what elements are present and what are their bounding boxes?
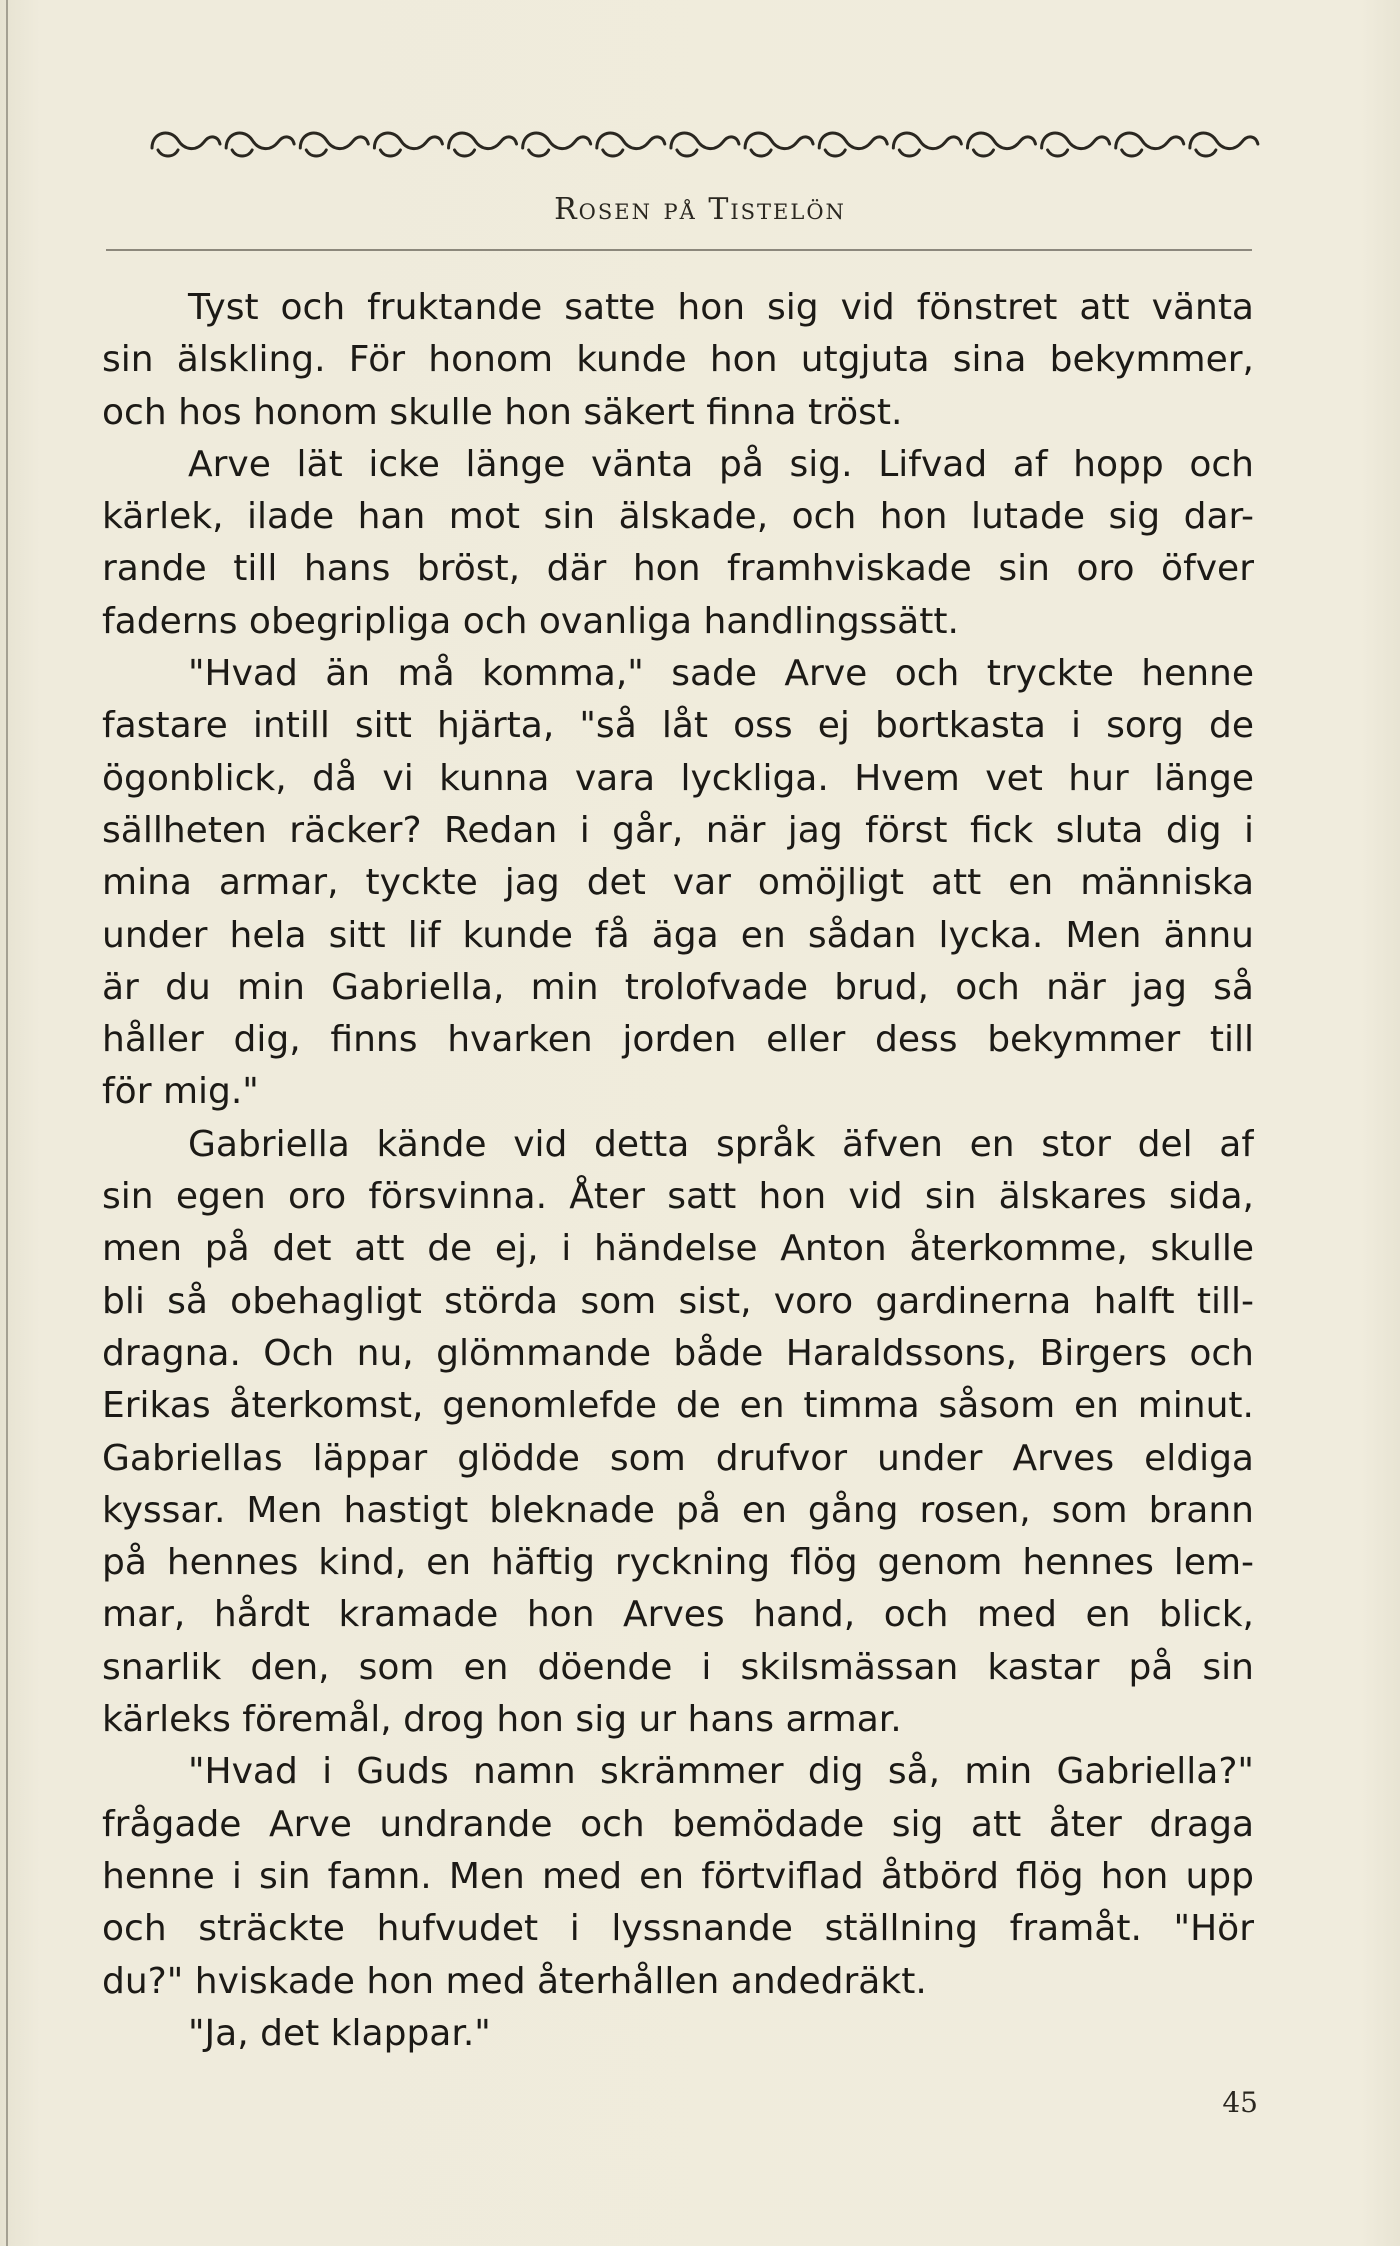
text-line: kärleks föremål, drog hon sig ur hans armar.: [102, 1699, 902, 1741]
text-line: Erikas återkomst, genomlefde de en timma såsom en minut.: [102, 1385, 1254, 1427]
text-line: henne i sin famn. Men med en förtviflad åtbörd flög hon upp: [102, 1855, 1254, 1897]
text-line: bli så obehagligt störda som sist, voro gardinerna halft till-: [102, 1280, 1254, 1322]
text-line: Tyst och fruktande satte hon sig vid fönstret att vänta: [188, 287, 1254, 328]
text-line: är du min Gabriella, min trolofvade brud, och när jag så: [102, 966, 1254, 1008]
text-line: på hennes kind, en häftig ryckning flög genom hennes lem-: [102, 1542, 1254, 1584]
ornament-curl: [152, 133, 220, 149]
text-line: sällheten räcker? Redan i går, när jag först fick sluta dig i: [102, 809, 1254, 851]
text-line: men på det att de ej, i händelse Anton återkomme, skulle: [102, 1228, 1254, 1270]
text-line: under hela sitt lif kunde få äga en sådan lycka. Men ännu: [102, 914, 1254, 956]
ornament-curl: [306, 150, 326, 156]
text-line: mina armar, tyckte jag det var omöjligt att en människa: [102, 862, 1254, 904]
text-line: Gabriellas läppar glödde som drufvor under Arves eldiga: [102, 1437, 1254, 1479]
text-line: frågade Arve undrande och bemödade sig att åter draga: [102, 1803, 1254, 1845]
ornament-curl: [603, 150, 623, 156]
header-rule: [106, 249, 1252, 251]
ornament-curl: [967, 133, 1035, 149]
ornament-curl: [973, 150, 993, 156]
page-number: 45: [1222, 2086, 1258, 2119]
ornament-curl: [380, 150, 400, 156]
ornament-curl: [226, 133, 294, 149]
text-line: ögonblick, då vi kunna vara lyckliga. Hvem vet hur länge: [102, 757, 1254, 799]
ornament-curl: [1122, 150, 1142, 156]
ornament-curl: [671, 133, 739, 149]
text-line: kyssar. Men hastigt bleknade på en gång rosen, som brann: [102, 1489, 1254, 1531]
text-line: mar, hårdt kramade hon Arves hand, och med en blick,: [102, 1594, 1254, 1636]
ornament-curl: [1042, 133, 1110, 149]
text-line: sin älskling. För honom kunde hon utgjuta sina bekymmer,: [102, 339, 1254, 381]
ornament-curl: [523, 133, 591, 149]
ornament-curl: [1190, 133, 1258, 149]
text-line: för mig.": [102, 1071, 259, 1113]
text-line: kärlek, ilade han mot sin älskade, och hon lutade sig dar-: [102, 496, 1254, 538]
text-line: du?" hviskade hon med återhållen andedräkt.: [102, 1960, 927, 2002]
scroll-ornament-icon: [148, 118, 1260, 164]
ornament-curl: [893, 133, 961, 149]
text-line: fastare intill sitt hjärta, "så låt oss ej bortkasta i sorg de: [102, 705, 1254, 747]
running-head: Rosen på Tistelön: [554, 192, 846, 227]
text-line: dragna. Och nu, glömmande både Haraldssons, Birgers och: [102, 1332, 1254, 1374]
ornament-curl: [449, 133, 517, 149]
text-line: "Ja, det klappar.": [188, 2012, 491, 2054]
ornament-curl: [751, 150, 771, 156]
text-line: och hos honom skulle hon säkert finna tröst.: [102, 391, 903, 433]
binding-edge: [6, 0, 8, 2246]
ornament-curl: [232, 150, 252, 156]
ornament-curl: [899, 150, 919, 156]
ornament-curl: [529, 150, 549, 156]
ornament-curl: [745, 133, 813, 149]
ornament-curl: [825, 150, 845, 156]
text-line: Arve lät icke länge vänta på sig. Lifvad af hopp och: [188, 443, 1254, 485]
ornament-curl: [1196, 150, 1216, 156]
ornament-curl: [1048, 150, 1068, 156]
text-line: "Hvad i Guds namn skrämmer dig så, min Gabriella?": [188, 1751, 1254, 1793]
text-line: faderns obegripliga och ovanliga handlingssätt.: [102, 600, 959, 642]
text-line: "Hvad än må komma," sade Arve och tryckte henne: [188, 653, 1254, 695]
ornament-curl: [677, 150, 697, 156]
ornament-curl: [374, 133, 442, 149]
body-text: [102, 282, 1254, 2060]
ornament-curl: [300, 133, 368, 149]
text-line: och sträckte hufvudet i lyssnande ställning framåt. "Hör: [102, 1908, 1254, 1950]
ornament-curl: [1116, 133, 1184, 149]
ornament-curl: [597, 133, 665, 149]
ornament-curl: [455, 150, 475, 156]
text-line: sin egen oro försvinna. Åter satt hon vid sin älskares sida,: [102, 1176, 1254, 1218]
ornament-curl: [819, 133, 887, 149]
text-line: rande till hans bröst, där hon framhviskade sin oro öfver: [102, 548, 1254, 590]
ornament-curl: [158, 150, 178, 156]
text-line: håller dig, finns hvarken jorden eller dess bekymmer till: [102, 1019, 1254, 1061]
text-line: Gabriella kände vid detta språk äfven en stor del af: [188, 1123, 1254, 1165]
text-line: snarlik den, som en döende i skilsmässan kastar på sin: [102, 1646, 1254, 1688]
